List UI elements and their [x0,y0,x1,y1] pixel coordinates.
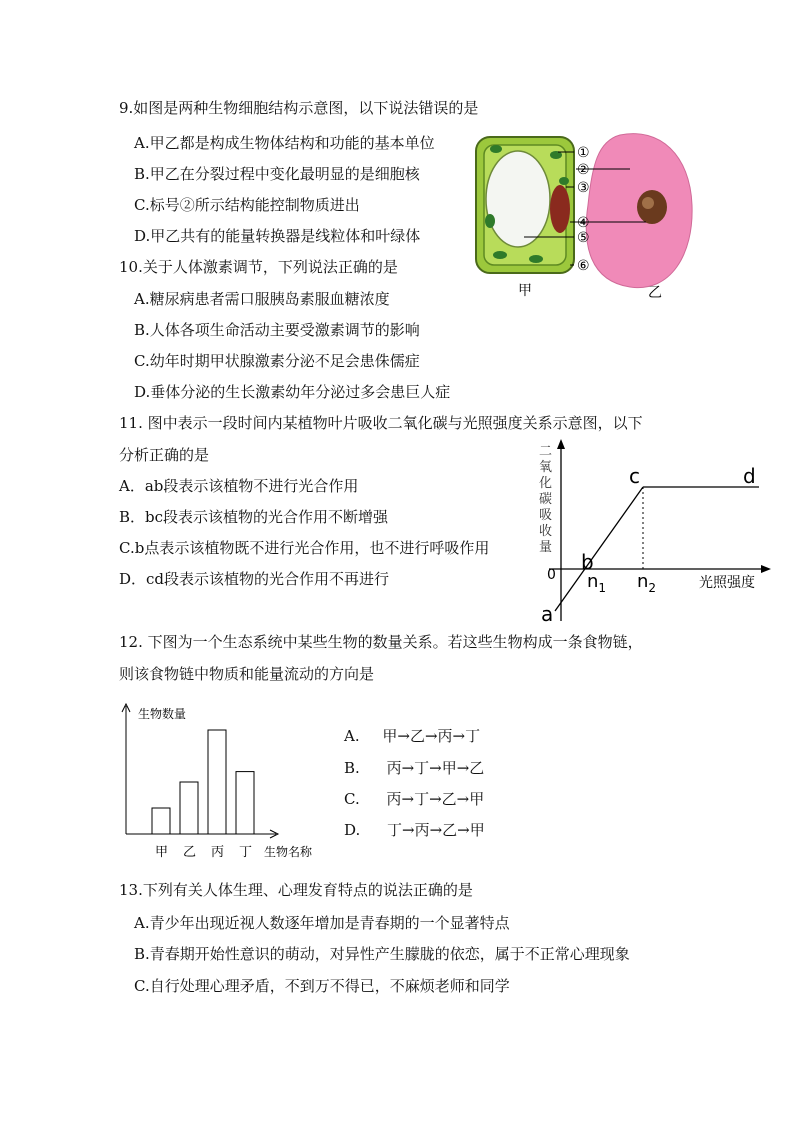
q10-option-d: D.垂体分泌的生长激素幼年分泌过多会患巨人症 [134,383,451,401]
point-c-label: c [629,464,640,488]
q13-option-b: B.青春期开始性意识的萌动，对异性产生朦胧的依恋，属于不正常心理现象 [134,945,630,963]
q11-option-b: B．bc段表示该植物的光合作用不断增强 [119,508,389,526]
co2-absorption-graph [527,437,777,627]
x-axis-label: 光照强度 [699,575,755,591]
point-d-label: d [743,464,756,488]
bar-label-1: 乙 [183,845,197,860]
q11-stem-line1: 11. 图中表示一段时间内某植物叶片吸收二氧化碳与光照强度关系示意图，以下 [119,414,643,432]
marker-3: ③ [577,180,590,196]
q12-stem-line1: 12. 下图为一个生态系统中某些生物的数量关系。若这些生物构成一条食物链， [119,633,643,651]
q10-option-b: B.人体各项生命活动主要受激素调节的影响 [134,321,420,339]
option-letter: C. [344,790,360,808]
option-letter: B. [344,759,360,777]
q12-option-b [344,758,484,778]
svg-text:氧: 氧 [539,460,553,475]
q11-option-d: D．cd段表示该植物的光合作用不再进行 [119,570,390,588]
svg-text:碳: 碳 [539,492,553,507]
q12-option-d [344,820,485,840]
q11-option-c: C.b点表示该植物既不进行光合作用，也不进行呼吸作用 [119,539,490,557]
svg-text:收: 收 [539,524,553,539]
option-letter: A. [344,727,360,745]
chloroplast [559,177,569,185]
n1-label: $n_1$ [587,571,607,595]
population-bar-chart [112,696,322,864]
chloroplast [485,214,495,228]
bar-label-2: 丙 [211,845,225,860]
svg-text:量: 量 [539,540,553,555]
bar-0 [152,808,170,834]
svg-text:化: 化 [539,476,553,491]
point-b-label: b [581,550,594,574]
option-text: 甲→乙→丙→丁 [382,727,481,745]
y-axis-arrow [557,439,565,449]
q10-option-a: A.糖尿病患者需口服胰岛素服血糖浓度 [134,290,390,308]
q10-stem: 10.关于人体激素调节，下列说法正确的是 [119,258,398,276]
option-text: 丁→丙→乙→甲 [387,821,485,839]
marker-2: ② [577,162,590,178]
label-animal-cell: 乙 [648,285,662,300]
chloroplast [529,255,543,263]
option-letter: D. [344,821,361,839]
bar-1 [180,782,198,834]
nucleus-highlight [642,197,654,209]
cell-structure-figure [470,125,700,300]
q9-option-d: D.甲乙共有的能量转换器是线粒体和叶绿体 [134,227,421,245]
q11-option-a: A．ab段表示该植物不进行光合作用 [119,477,359,495]
plant-nucleus [550,185,570,233]
q10-option-c: C.幼年时期甲状腺激素分泌不足会患侏儒症 [134,352,420,370]
option-text: 丙→丁→乙→甲 [386,790,485,808]
bar-2 [208,730,226,834]
svg-text:吸: 吸 [539,508,553,523]
marker-1: ① [577,145,590,161]
q11-stem-line2: 分析正确的是 [119,446,210,464]
q13-option-c: C.自行处理心理矛盾，不到万不得已，不麻烦老师和同学 [134,977,510,995]
q12-option-a [344,726,480,746]
q9-option-c: C.标号②所示结构能控制物质进出 [134,196,360,214]
marker-4: ④ [577,215,590,231]
q13-stem: 13.下列有关人体生理、心理发育特点的说法正确的是 [119,881,473,899]
point-a-label: a [541,602,554,626]
bar-label-3: 丁 [239,845,253,860]
q9-option-a: A.甲乙都是构成生物体结构和功能的基本单位 [134,134,435,152]
marker-5: ⑤ [577,230,590,246]
n2-label: $n_2$ [637,571,657,595]
bar-3 [236,772,254,834]
chloroplast [490,145,502,153]
option-text: 丙→丁→甲→乙 [386,759,485,777]
origin-label: 0 [547,567,556,583]
plant-vacuole [486,151,550,247]
q13-option-a: A.青少年出现近视人数逐年增加是青春期的一个显著特点 [134,914,510,932]
chart-ylabel: 生物数量 [138,707,187,721]
chart-xlabel: 生物名称 [264,845,313,859]
label-plant-cell: 甲 [518,283,532,299]
bar-label-0: 甲 [155,845,169,860]
chloroplast [493,251,507,259]
marker-6: ⑥ [577,258,590,274]
svg-text:二: 二 [539,444,553,459]
q12-option-c [344,789,484,809]
x-axis-arrow [761,565,771,573]
q12-stem-line2: 则该食物链中物质和能量流动的方向是 [119,665,375,683]
q9-stem: 9.如图是两种生物细胞结构示意图，以下说法错误的是 [119,99,479,117]
q9-option-b: B.甲乙在分裂过程中变化最明显的是细胞核 [134,165,420,183]
y-axis-label [539,444,552,555]
